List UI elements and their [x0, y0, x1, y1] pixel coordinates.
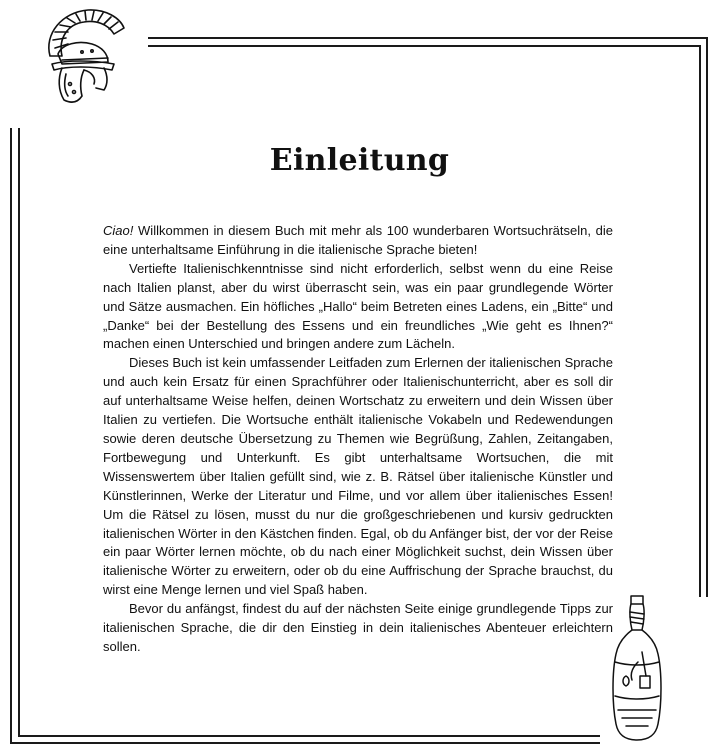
frame-right-outer-line — [706, 37, 708, 597]
intro-body-text — [103, 222, 613, 657]
frame-bottom-inner-line — [18, 735, 600, 737]
wine-bottle-icon — [602, 592, 672, 744]
paragraph-1-text: Willkommen in diesem Buch mit mehr als 100 wunderbaren Wortsuchrätseln, die eine unterhaltsame Einführung in die italienische Sprache bieten! — [103, 223, 613, 257]
frame-top-outer-line — [148, 37, 708, 39]
paragraph-1 — [103, 222, 613, 260]
frame-top-inner-line — [148, 45, 701, 47]
paragraph-3: Dieses Buch ist kein umfassender Leitfaden zum Erlernen der italienischen Sprache und auch kein Ersatz für einen Sprachführer oder Italienischunterricht, aber es soll dir auf unterhaltsame Weise helfen, deinen Wortschatz zu erweitern und dein Wissen über Italien zu vertiefen. Die Wortsuche enthält italienische Vokabeln und Redewendungen sowie deren deutsche Übersetzung zu Themen wie Begrüßung, Zahlen, Zeitangaben, Fortbewegung und Unterkunft. Es gibt unterhaltsame Wortsuchen, die mit Wissenswertem über Italien gefüllt sind, wie z. B. Rätsel über italienische Künstler und Künstlerinnen, Werke der Literatur und Filme, und vor allem über italienisches Essen! Um die Rätsel zu lösen, musst du nur die großgeschriebenen und kursiv gedruckten italienischen Wörter in den Kästchen finden. Egal, ob du Anfänger bist, der vor der Reise ein paar Wörter lernen möchte, ob du nach einer Möglichkeit suchst, dein Wissen über italienische Wörter zu erweitern, oder ob du eine Auffrischung der Sprache brauchst, du wirst eine Menge lernen und viel Spaß haben. — [103, 355, 613, 598]
roman-helmet-icon — [22, 4, 132, 108]
page-title: Einleitung — [269, 143, 450, 178]
frame-right-inner-line — [699, 45, 701, 597]
frame-left-outer-line — [10, 128, 12, 744]
paragraph-1-lead-italic: Ciao! — [103, 223, 134, 238]
frame-bottom-outer-line — [10, 742, 600, 744]
frame-left-inner-line — [18, 128, 20, 737]
paragraph-2: Vertiefte Italienischkenntnisse sind nicht erforderlich, selbst wenn du eine Reise nach Italien planst, aber du wirst überrascht sein, was ein paar grundlegende Wörter und Sätze ausmachen. Ein höfliches „Hallo“ beim Betreten eines Ladens, ein „Bitte“ und „Danke“ bei der Bestellung des Essens und ein freundliches „Wie geht es Ihnen?“ machen einen Unterschied und bringen andere zum Lächeln. — [103, 260, 613, 352]
paragraph-4: Bevor du anfängst, findest du auf der nächsten Seite einige grundlegende Tipps zur italienischen Sprache, die dir den Einstieg in dein italienisches Abenteuer erleichtern sollen. — [103, 601, 613, 654]
